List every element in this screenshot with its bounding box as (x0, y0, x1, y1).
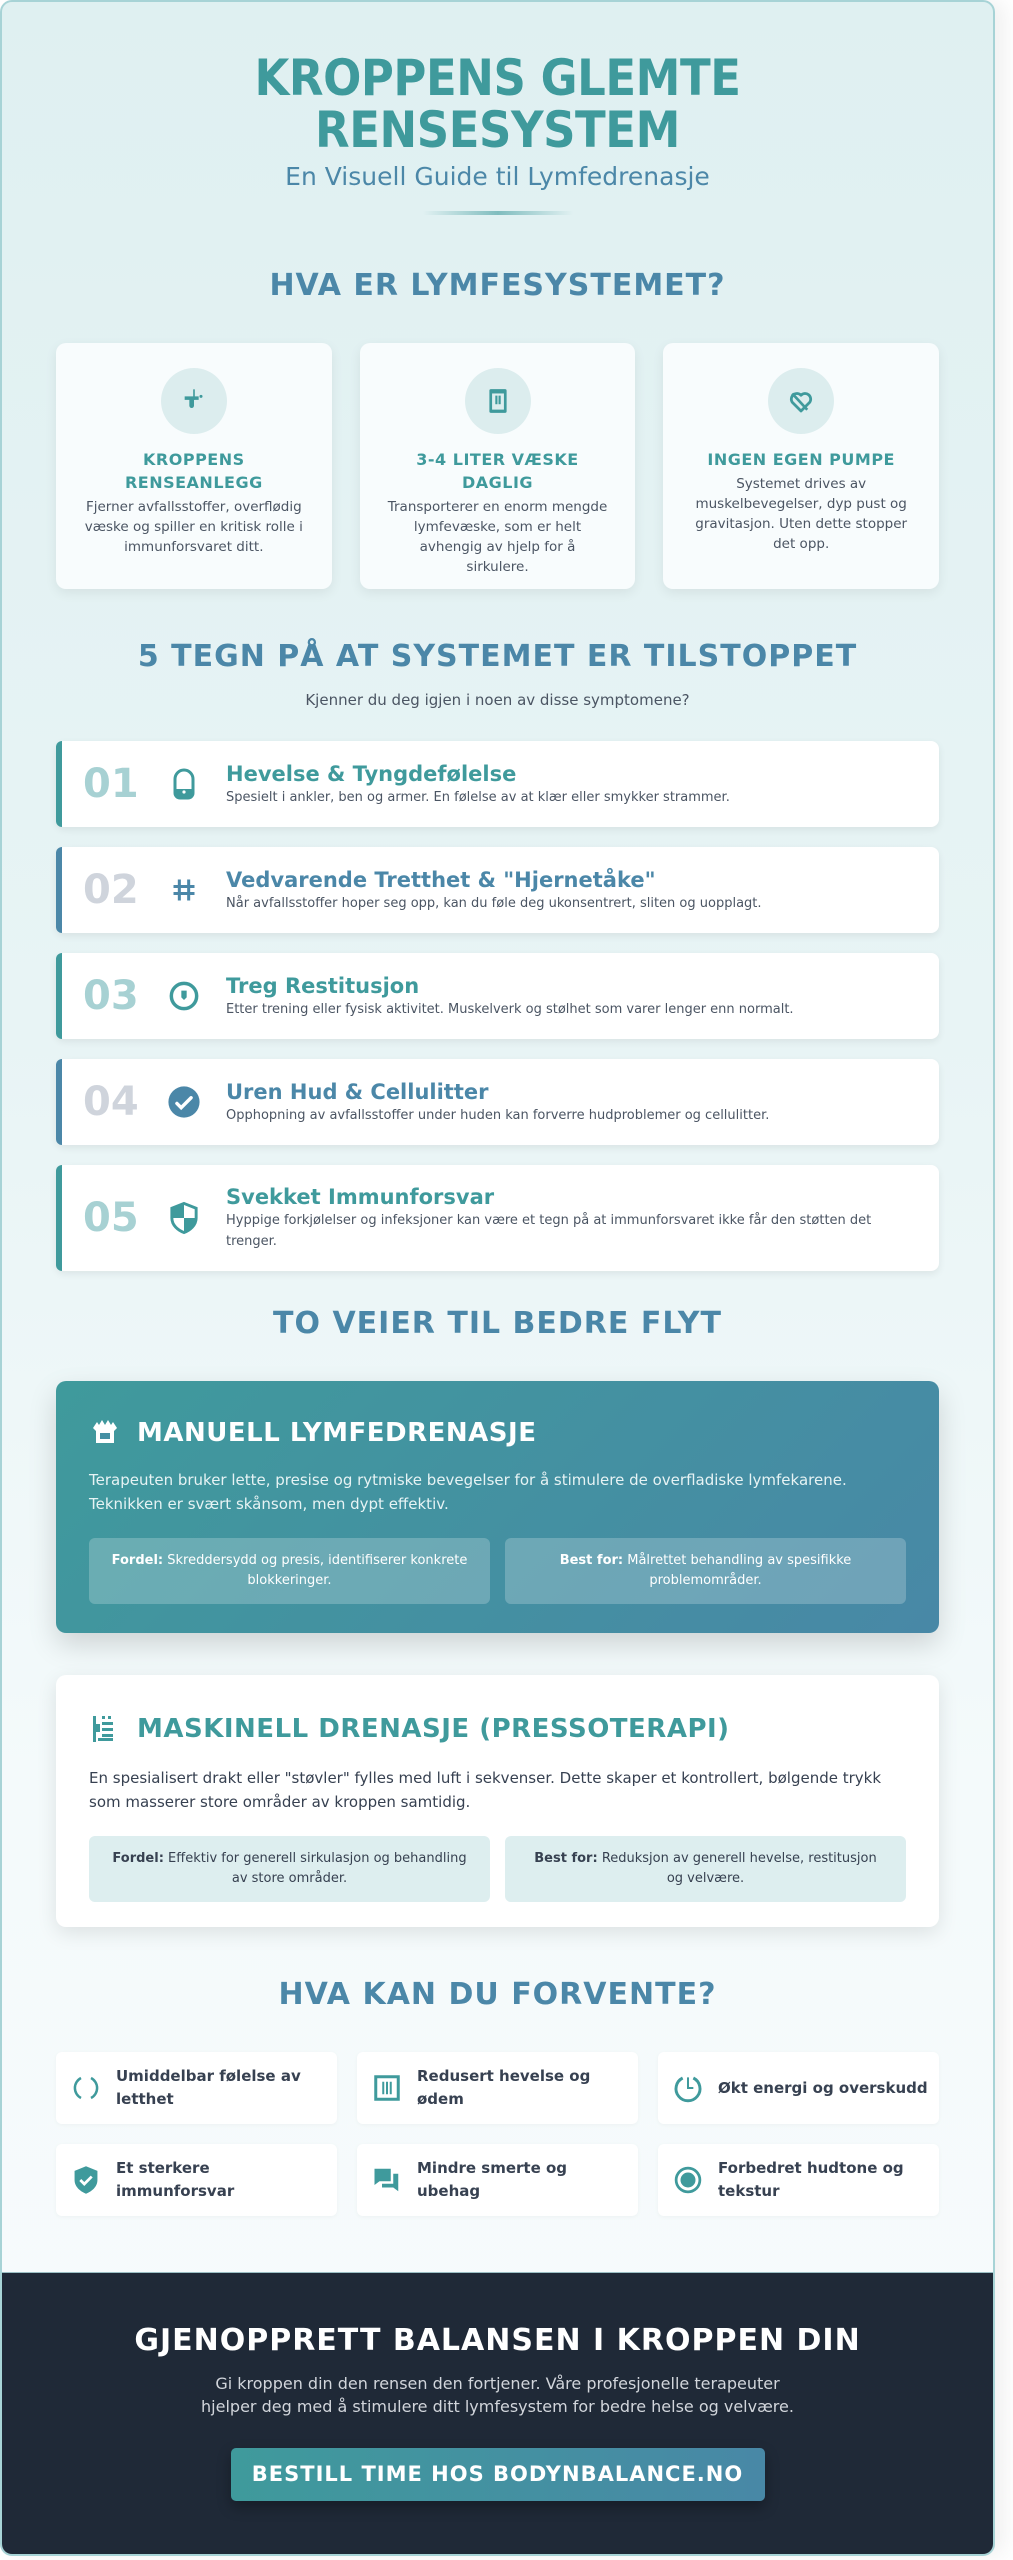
hands-icon (89, 1416, 121, 1450)
best-for-text: Målrettet behandling av spesifikke problemområder. (627, 1553, 852, 1588)
shield-icon (166, 1200, 202, 1236)
lightness-icon (70, 2072, 102, 2104)
book-appointment-button[interactable]: BESTILL TIME HOS BODYNBALANCE.NO (231, 2448, 765, 2501)
sign-title: Treg Restitusjon (226, 973, 420, 998)
section-title-expect: HVA KAN DU FORVENTE? (278, 1977, 717, 2012)
card-title: 3-4 LITER VÆSKE DAGLIG (416, 450, 579, 492)
container-icon (465, 368, 531, 434)
method-card-manual (56, 1381, 939, 1633)
page-title (52, 49, 944, 159)
heart-off-icon (768, 368, 834, 434)
best-for-label: Best for: (534, 1851, 598, 1866)
swelling-icon (166, 766, 202, 802)
sign-item (56, 741, 939, 827)
benefits-grid (2, 2052, 993, 2216)
skin-check-icon (166, 1084, 202, 1120)
footer-title: GJENOPPRETT BALANSEN I KROPPEN DIN (134, 2323, 861, 2358)
card-text: Transporterer en enorm mengde lymfevæske, som er helt avhengig av hjelp for å sirkulere. (387, 499, 608, 575)
sign-number: 02 (83, 867, 139, 913)
benefit-item (658, 2144, 939, 2216)
info-card (360, 343, 636, 589)
sign-title: Vedvarende Tretthet & "Hjernetåke" (226, 867, 656, 892)
section-title-methods: TO VEIER TIL BEDRE FLYT (273, 1306, 722, 1341)
card-text: Fjerner avfallsstoffer, overflødig væske og spiller en kritisk rolle i immunforsvaret ditt. (84, 499, 303, 555)
title-line-2: RENSESYSTEM (315, 101, 680, 159)
best-for-label: Best for: (559, 1553, 624, 1568)
pressotherapy-icon (89, 1710, 121, 1748)
method-text: En spesialisert drakt eller "støvler" fylles med luft i sekvenser. Dette skaper et kontrollert, bølgende trykk som masserer store områder av kroppen samtidig. (89, 1769, 882, 1811)
title-line-1: KROPPENS GLEMTE (254, 49, 741, 107)
footer-cta (2, 2272, 993, 2554)
benefit-item (56, 2052, 337, 2124)
sign-item (56, 1165, 939, 1271)
benefit-text: Mindre smerte og ubehag (417, 2159, 568, 2200)
compress-icon (371, 2072, 403, 2104)
energy-clock-icon (672, 2072, 704, 2104)
benefit-text: Umiddelbar følelse av letthet (116, 2067, 301, 2108)
sign-number: 03 (83, 973, 139, 1019)
advantage-box (89, 1836, 490, 1902)
sign-text: Opphopning av avfallsstoffer under huden kan forverre hudproblemer og cellulitter. (226, 1107, 770, 1123)
method-text: Terapeuten bruker lette, presise og rytmiske bevegelser for å stimulere de overfladiske lymfekarene. Teknikken er svært skånsom, men dypt effektiv. (89, 1471, 847, 1513)
advantage-box (89, 1538, 490, 1604)
header (2, 2, 993, 215)
benefit-text: Forbedret hudtone og tekstur (718, 2159, 904, 2200)
benefit-text: Et sterkere immunforsvar (116, 2159, 235, 2200)
benefit-text: Økt energi og overskudd (718, 2078, 928, 2097)
best-for-box (505, 1538, 906, 1604)
sign-item (56, 847, 939, 933)
card-text: Systemet drives av muskelbevegelser, dyp pust og gravitasjon. Uten dette stopper det opp. (695, 476, 908, 552)
drain-pipe-icon (161, 368, 227, 434)
method-card-machine (56, 1675, 939, 1927)
info-card (56, 343, 332, 589)
benefit-item (357, 2052, 638, 2124)
header-divider (423, 211, 573, 215)
section-title-what: HVA ER LYMFESYSTEMET? (269, 268, 726, 303)
recovery-icon (166, 978, 202, 1014)
best-for-box (505, 1836, 906, 1902)
benefit-item (658, 2052, 939, 2124)
radio-dot-icon (672, 2164, 704, 2196)
best-for-text: Reduksjon av generell hevelse, restitusjon og velvære. (601, 1851, 877, 1886)
advantage-label: Fordel: (112, 1851, 164, 1866)
shield-check-icon (70, 2164, 102, 2196)
sign-title: Uren Hud & Cellulitter (226, 1079, 489, 1104)
card-title: INGEN EGEN PUMPE (707, 450, 895, 469)
method-title: MASKINELL DRENASJE (PRESSOTERAPI) (137, 1714, 730, 1744)
benefit-text: Redusert hevelse og ødem (417, 2067, 591, 2108)
info-card (663, 343, 939, 589)
sign-text: Spesielt i ankler, ben og armer. En følelse av at klær eller smykker strammer. (226, 789, 730, 805)
sign-title: Svekket Immunforsvar (226, 1185, 495, 1209)
sign-text: Når avfallsstoffer hoper seg opp, kan du føle deg ukonsentrert, sliten og uopplagt. (226, 895, 762, 911)
info-cards (2, 343, 993, 589)
fog-grid-icon (166, 872, 202, 908)
method-title: MANUELL LYMFEDRENASJE (137, 1418, 537, 1448)
advantage-label: Fordel: (111, 1553, 164, 1568)
sign-text: Etter trening eller fysisk aktivitet. Muskelverk og stølhet som varer lenger enn normalt. (226, 1001, 794, 1017)
benefit-item (56, 2144, 337, 2216)
chat-icon (371, 2164, 403, 2196)
signs-list (2, 741, 993, 1271)
section-subtitle-signs: Kjenner du deg igjen i noen av disse symptomene? (305, 691, 690, 709)
sign-number: 05 (83, 1195, 139, 1241)
sign-number: 04 (83, 1079, 139, 1125)
sign-text: Hyppige forkjølelser og infeksjoner kan være et tegn på at immunforsvaret ikke får den støtten det trenger. (226, 1213, 872, 1249)
sign-item (56, 953, 939, 1039)
card-title: KROPPENS RENSEANLEGG (124, 450, 263, 492)
sign-title: Hevelse & Tyngdefølelse (226, 761, 517, 786)
section-title-signs: 5 TEGN PÅ AT SYSTEMET ER TILSTOPPET (137, 639, 858, 674)
sign-item (56, 1059, 939, 1145)
sign-number: 01 (83, 761, 139, 807)
page-subtitle: En Visuell Guide til Lymfedrenasje (285, 162, 710, 191)
benefit-item (357, 2144, 638, 2216)
advantage-text: Skreddersydd og presis, identifiserer konkrete blokkeringer. (167, 1553, 468, 1588)
advantage-text: Effektiv for generell sirkulasjon og behandling av store områder. (168, 1851, 467, 1886)
footer-text: Gi kroppen din den rensen den fortjener. Våre profesjonelle terapeuter hjelper deg med å stimulere ditt lymfesystem for bedre helse og velvære. (201, 2374, 794, 2416)
